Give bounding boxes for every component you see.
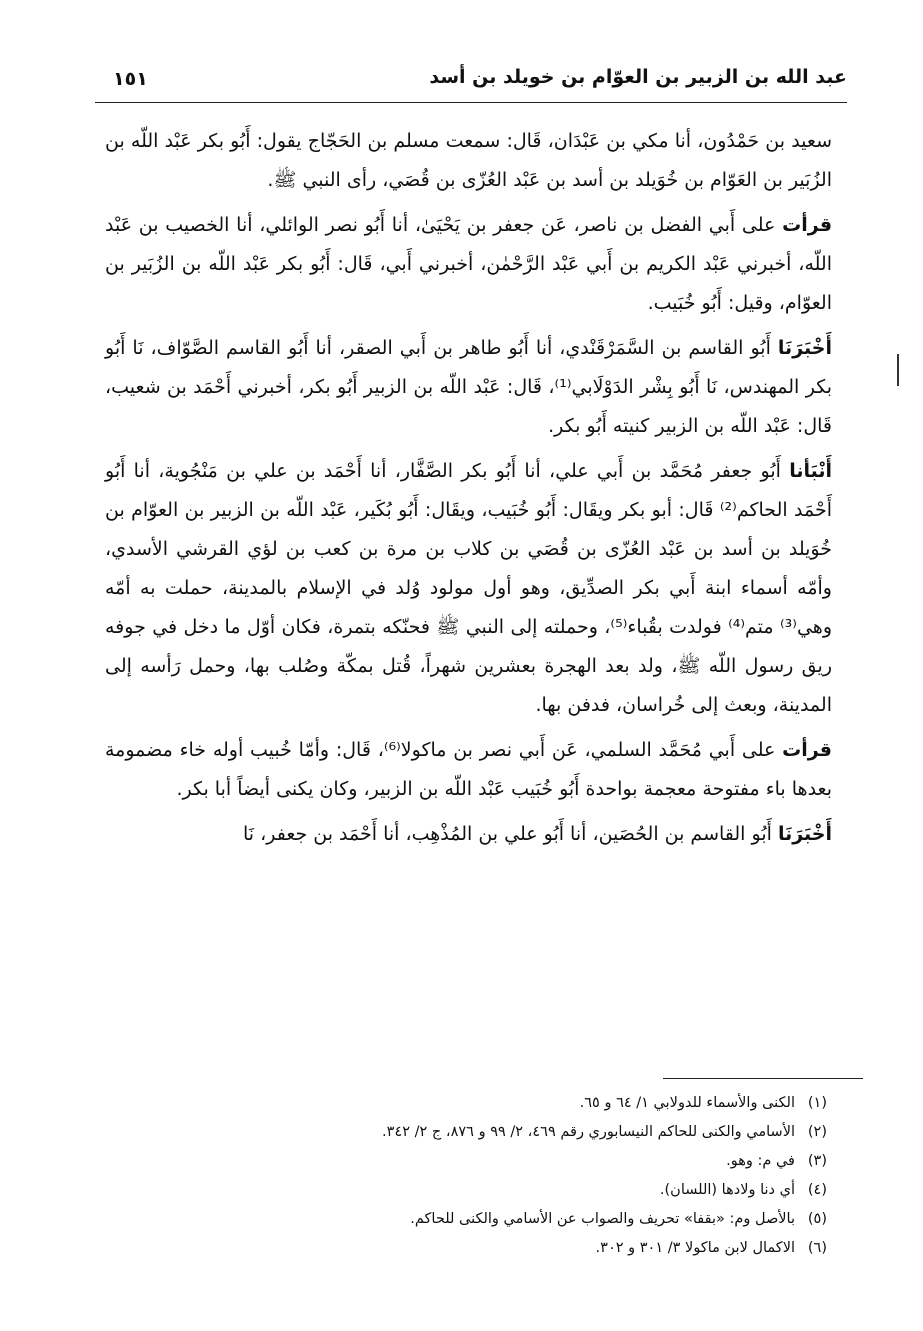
page-number: ١٥١ [113,68,148,90]
footnote [105,1177,827,1203]
footnote [105,1206,827,1232]
paragraph [105,329,832,446]
footnote-text: في م: وهو. [726,1153,795,1169]
paragraph [105,206,832,323]
footnote-number: (٥) [807,1211,827,1227]
paragraph-text: أَبُو جعفر مُحَمَّد بن أَبي علي، أنا أَبُو بكر الصَّفَّار، أنا أَحْمَد بن علي بن مَنْجُوية، أنا أَبُو أَحْمَد الحاكم⁽²⁾ قَال: أبو بكر ويقَال: أَبُو خُبَيب، ويقَال: أَبُو بُكَير، عَبْد اللّه بن الزبير بن العوّام بن خُوَيلد بن أسد بن عَبْد العُزّى بن قُصَي بن كلاب بن مرة بن كعب بن لؤي القرشي الأسدي، وأمّه أسماء ابنة أَبي بكر الصدِّيق، وهو أول مولود وُلد في الإسلام بالمدينة، حملت به أمّه وهي⁽³⁾ متم⁽⁴⁾ فولدت بقُباء⁽⁵⁾، وحملته إلى النبي ﷺ فحنّكه بتمرة، فكان أوّل ما دخل في جوفه ريق رسول اللّه ﷺ، ولد بعد الهجرة بعشرين شهراً، قُتل بمكّة وصُلب بها، وحمل رَأسه إلى المدينة، وبعث إلى خُراسان، فدفن بها. [105,460,832,716]
paragraph-lead: أَخْبَرَنَا [777,337,832,359]
footnote-divider [663,1078,863,1079]
paragraph [105,815,832,854]
paragraph [105,731,832,809]
footnote-text: الاكمال لابن ماكولا ٣/ ٣٠١ و ٣٠٢. [595,1240,795,1256]
footnote-number: (٢) [807,1124,827,1140]
footnote [105,1090,827,1116]
footnote [105,1235,827,1261]
footnotes [105,1090,827,1264]
footnote-text: الأسامي والكنى للحاكم النيسابوري رقم ٤٦٩، ٢/ ٩٩ و ٨٧٦، ج ٢/ ٣٤٢. [382,1124,795,1140]
paragraph-lead: أَنْبَأنا [789,460,832,482]
paragraph [105,122,832,200]
paragraph-text: أَبُو القاسم بن السَّمَرْقَنْدي، أنا أَبُو طاهر بن أَبي الصقر، أنا أَبُو القاسم الصَّوّاف، نَا أَبُو بكر المهندس، نَا أَبُو بِشْر الدَوْلَابي⁽¹⁾، قَال: عَبْد اللّه بن الزبير أَبُو بكر، أخبرني أَحْمَد بن شعيب، قَال: عَبْد اللّه بن الزبير كنيته أَبُو بكر. [105,337,832,437]
footnote-number: (١) [807,1095,827,1111]
paragraph-lead: قرأت [782,739,832,761]
footnote-text: بالأصل وم: «بقفا» تحريف والصواب عن الأسامي والكنى للحاكم. [410,1211,795,1227]
main-text [105,122,832,860]
footnote-number: (٣) [807,1153,827,1169]
footnote-number: (٤) [807,1182,827,1198]
margin-mark [897,354,899,386]
paragraph-text: على أَبي مُحَمَّد السلمي، عَن أَبي نصر بن ماكولا⁽⁶⁾، قَال: وأمّا خُبيب أوله خاء مضمومة بعدها باء مفتوحة معجمة بواحدة أَبُو خُبَيب عَبْد اللّه بن الزبير، وكان يكنى أيضاً أبا بكر. [105,739,832,800]
paragraph-text: سعيد بن حَمْدُون، أنا مكي بن عَبْدَان، قَال: سمعت مسلم بن الحَجّاج يقول: أَبُو بكر عَبْد اللّه بن الزُبَير بن العَوّام بن خُوَيلد بن أسد بن عَبْد العُزّى بن قُصَي، رأى النبي ﷺ. [105,130,832,191]
running-header [95,62,847,103]
footnote [105,1148,827,1174]
paragraph-text: أَبُو القاسم بن الحُصَين، أنا أَبُو علي بن المُذْهِب، أنا أَحْمَد بن جعفر، نَا [242,823,772,845]
paragraph-lead: أَخْبَرَنَا [777,823,832,845]
footnote-text: الكنى والأسماء للدولابي ١/ ٦٤ و ٦٥. [579,1095,795,1111]
footnote [105,1119,827,1145]
paragraph [105,452,832,725]
footnote-text: أي دنا ولادها (اللسان). [659,1182,795,1198]
paragraph-lead: قرأت [782,214,833,236]
footnote-number: (٦) [807,1240,827,1256]
header-title: عبد الله بن الزبير بن العوّام بن خويلد بن أسد [429,66,847,88]
paragraph-text: على أَبي الفضل بن ناصر، عَن جعفر بن يَحْيَىٰ، أنا أَبُو نصر الوائلي، أنا الخصيب بن عَبْد اللّه، أخبرني عَبْد الكريم بن أَبي عَبْد الرَّحْمٰن، أخبرني أَبي، قَال: أَبُو بكر عَبْد اللّه بن الزُبَير بن العوّام، وقيل: أَبُو خُبَيب. [105,214,832,314]
